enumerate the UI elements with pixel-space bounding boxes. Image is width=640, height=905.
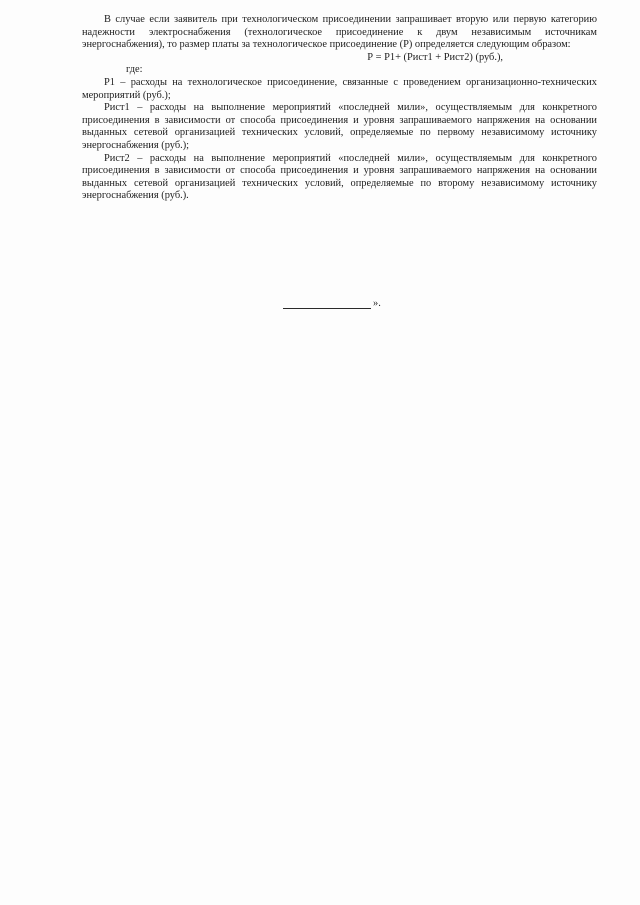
- definition-p1: Р1 – расходы на технологическое присоединение, связанные с проведением организационно-технических мероприятий (руб.);: [82, 76, 597, 101]
- intro-paragraph: В случае если заявитель при технологическом присоединении запрашивает вторую или первую категорию надежности электроснабжения (технологическое присоединение к двум независимым источникам энергоснабжения), то размер платы за технологическое присоединение (Р) определяется следующим образом:: [82, 14, 597, 51]
- closing-quote-mark: ».: [373, 298, 381, 309]
- definition-rist2: Рист2 – расходы на выполнение мероприятий «последней мили», осуществляемым для конкретного присоединения в зависимости от способа присоединения и уровня запрашиваемого напряжения на основании выданных сетевой организацией технических условий, определяемые по второму независимому источнику энергоснабжения (руб.).: [82, 152, 597, 202]
- where-label: где:: [126, 64, 143, 76]
- closing-line: [283, 298, 381, 312]
- blank-underline: [283, 308, 371, 309]
- payment-formula: Р = Р1+ (Рист1 + Рист2) (руб.),: [367, 51, 503, 63]
- document-body: [82, 14, 597, 203]
- definition-rist1: Рист1 – расходы на выполнение мероприятий «последней мили», осуществляемым для конкретного присоединения в зависимости от способа присоединения и уровня запрашиваемого напряжения на основании выданных сетевой организацией технических условий, определяемые по первому независимому источнику энергоснабжения (руб.);: [82, 102, 597, 151]
